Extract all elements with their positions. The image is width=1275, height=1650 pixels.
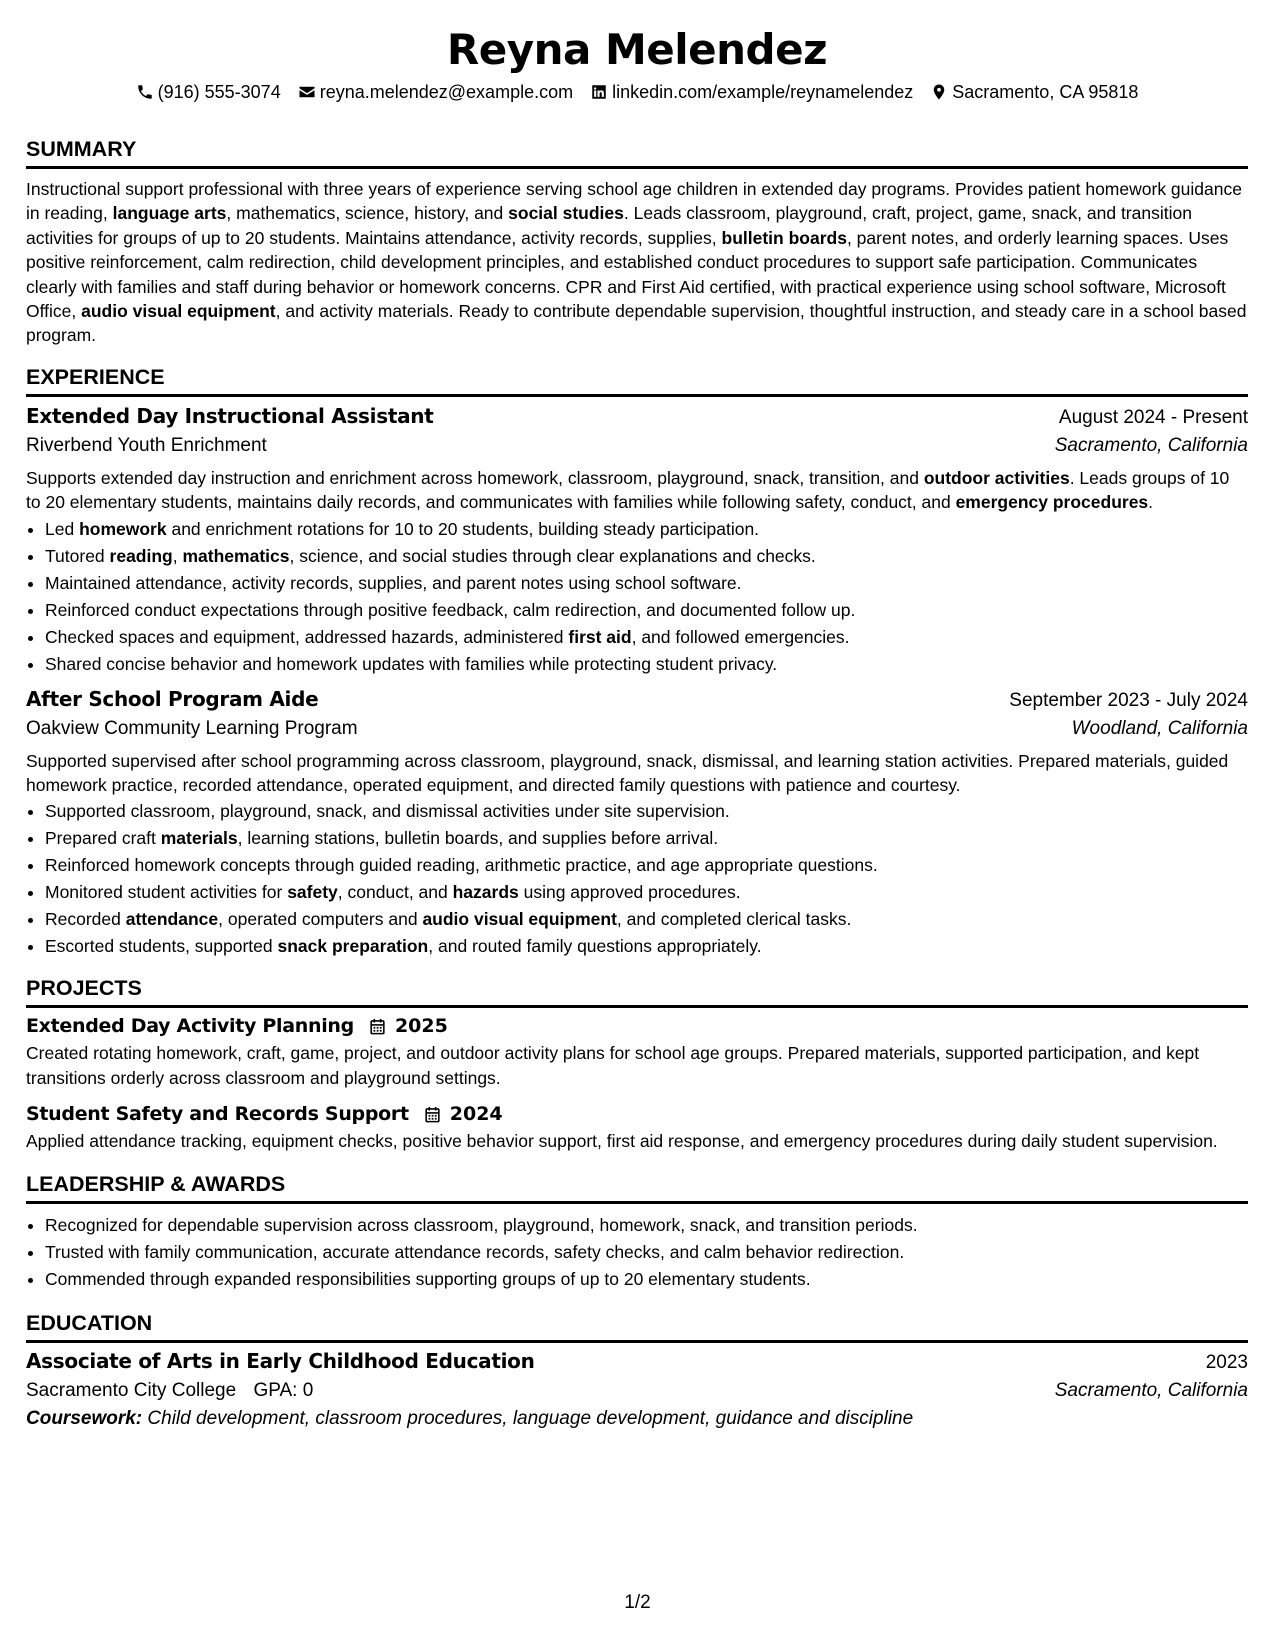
text-run: Supported classroom, playground, snack, and dismissal activities under site supervision. (45, 801, 730, 822)
job-title: After School Program Aide (26, 686, 319, 711)
list-item (45, 651, 1248, 678)
text-run: Reinforced homework concepts through guided reading, arithmetic practice, and age appropriate questions. (45, 855, 878, 876)
text-run: Checked spaces and equipment, addressed hazards, administered (45, 626, 569, 647)
project-description: Applied attendance tracking, equipment checks, positive behavior support, first aid response, and emergency procedures during daily student supervision. (26, 1131, 1218, 1152)
coursework (26, 1408, 1248, 1430)
coursework-text: Child development, classroom procedures, language development, guidance and discipline (147, 1407, 914, 1429)
text-run: Maintained attendance, activity records, supplies, and parent notes using school software. (45, 572, 742, 593)
degree-title: Associate of Arts in Early Childhood Education (26, 1348, 535, 1373)
list-item (45, 543, 1248, 570)
leadership-bullets (26, 1212, 1248, 1293)
text-run: using approved procedures. (518, 882, 741, 903)
text-run: Tutored (45, 545, 110, 566)
bold-text: audio visual equipment (81, 301, 276, 322)
text-run: , conduct, and (337, 882, 453, 903)
list-item (45, 825, 1248, 852)
contact-linkedin-text: linkedin.com/example/reynamelendez (612, 82, 914, 102)
list-item (45, 798, 1248, 825)
job-organization: Riverbend Youth Enrichment (26, 434, 267, 456)
page-number: 1/2 (624, 1592, 651, 1613)
text-run: , science, and social studies through clear explanations and checks. (289, 545, 816, 566)
bold-text: outdoor activities (923, 467, 1070, 488)
calendar-icon (423, 1105, 442, 1124)
job-bullets (26, 516, 1248, 678)
bold-text: bulletin boards (721, 227, 847, 248)
project-description: Created rotating homework, craft, game, project, and outdoor activity plans for school age groups. Prepared materials, supported participation, and kept transitions orderly across classroom and playground settings. (26, 1043, 1200, 1088)
list-item (45, 879, 1248, 906)
contact-email-text: reyna.melendez@example.com (319, 82, 574, 102)
job-bullets (26, 798, 1248, 960)
summary-section (26, 135, 1248, 348)
list-item (45, 597, 1248, 624)
list-item: • Recognized for dependable supervision across classroom, playground, homework, snack, and transition periods. (45, 1212, 1248, 1239)
bold-text: materials (160, 828, 238, 849)
bold-text: audio visual equipment (422, 909, 617, 930)
text-run: Recorded (45, 909, 126, 930)
bold-text: hazards (452, 882, 519, 903)
text-run: . Leads groups of 10 to 20 elementary students, maintains daily records, and communicates with families while following safety, conduct, and (26, 467, 1230, 513)
text-run: Escorted students, supported (45, 936, 278, 957)
text-run: , (172, 545, 183, 566)
list-item (45, 624, 1248, 651)
list-item (45, 516, 1248, 543)
bold-text: first aid (568, 626, 632, 647)
contact-bar (26, 80, 1248, 104)
school-name: Sacramento City College (26, 1379, 237, 1401)
project-year: 2024 (449, 1103, 503, 1126)
text-run: and enrichment rotations for 10 to 20 students, building steady participation. (166, 518, 760, 539)
text-run: , and completed clerical tasks. (616, 909, 852, 930)
education-section (26, 1309, 1248, 1430)
text-run: , and followed emergencies. (631, 626, 850, 647)
list-item (45, 906, 1248, 933)
bold-text: snack preparation (277, 936, 429, 957)
contact-linkedin[interactable] (590, 80, 913, 104)
projects-section (26, 974, 1248, 1153)
job-summary (26, 749, 1248, 798)
list-item (45, 933, 1248, 960)
bold-text: safety (287, 882, 338, 903)
contact-phone (136, 80, 281, 104)
contact-phone-text: (916) 555-3074 (157, 82, 281, 102)
bold-text: social studies (508, 203, 624, 224)
text-run: , learning stations, bulletin boards, and supplies before arrival. (237, 828, 719, 849)
list-item (45, 852, 1248, 879)
bold-text: reading (109, 545, 173, 566)
text-run: , mathematics, science, history, and (226, 203, 509, 224)
experience-section (26, 363, 1248, 961)
section-title-leadership: LEADERSHIP & AWARDS (26, 1170, 1248, 1204)
list-item: • Commended through expanded responsibilities supporting groups of up to 20 elementary students. (45, 1266, 1248, 1293)
bold-text: homework (79, 518, 167, 539)
school-location: Sacramento, California (1054, 1379, 1248, 1401)
bold-text: emergency procedures (955, 492, 1149, 513)
section-title-projects: PROJECTS (26, 974, 1248, 1008)
location-pin-icon (930, 83, 948, 101)
list-item (45, 570, 1248, 597)
text-run: Supports extended day instruction and enrichment across homework, classroom, playground, snack, transition, and (26, 467, 924, 488)
section-title-education: EDUCATION (26, 1309, 1248, 1343)
job-summary (26, 466, 1248, 515)
text-run: , operated computers and (218, 909, 423, 930)
text-run: Led (45, 518, 80, 539)
bold-text: attendance (125, 909, 219, 930)
text-run: Monitored student activities for (45, 882, 288, 903)
linkedin-icon (590, 83, 608, 101)
section-title-summary: SUMMARY (26, 135, 1248, 169)
envelope-icon (298, 83, 316, 101)
bold-text: language arts (112, 203, 227, 224)
job-entry (26, 404, 1248, 678)
leadership-section (26, 1170, 1248, 1293)
text-run: , and activity materials. Ready to contribute dependable supervision, thoughtful instruction, and steady care in a school based program. (26, 301, 1247, 346)
job-dates: September 2023 - July 2024 (1009, 689, 1248, 711)
project-name: Extended Day Activity Planning (26, 1015, 354, 1038)
text-run: . (1148, 492, 1154, 513)
text-run: Shared concise behavior and homework updates with families while protecting student privacy. (45, 653, 778, 674)
text-run: , parent notes, and orderly learning spaces. Uses positive reinforcement, calm redirection, child development principles, and established conduct procedures to support safe participation. Communicates clearly with families and staff during behavior or homework concerns. CPR and First Aid certified, with practical experience using school software, Microsoft Office, (26, 227, 1229, 322)
text-run: Prepared craft (45, 828, 161, 849)
list-item: • Trusted with family communication, accurate attendance records, safety checks, and calm behavior redirection. (45, 1239, 1248, 1266)
coursework-label: Coursework: (26, 1407, 143, 1429)
project-entry (26, 1015, 1248, 1090)
text-run: Reinforced conduct expectations through positive feedback, calm redirection, and documented follow up. (45, 599, 856, 620)
job-location: Sacramento, California (1054, 434, 1248, 456)
graduation-year: 2023 (1205, 1351, 1248, 1373)
candidate-name: Reyna Melendez (446, 25, 828, 74)
bold-text: mathematics (182, 545, 290, 566)
phone-icon (136, 83, 154, 101)
text-run: . Leads classroom, playground, craft, project, game, snack, and transition activities for groups of up to 20 students. Maintains attendance, activity records, supplies, (26, 203, 1192, 248)
text-run: Instructional support professional with three years of experience serving school age children in extended day programs. Provides patient homework guidance in reading, (26, 179, 1242, 224)
job-location: Woodland, California (1071, 717, 1248, 739)
job-organization: Oakview Community Learning Program (26, 717, 358, 739)
job-title: Extended Day Instructional Assistant (26, 403, 434, 428)
gpa: GPA: 0 (253, 1379, 314, 1401)
calendar-icon (368, 1017, 387, 1036)
job-entry (26, 687, 1248, 961)
project-entry (26, 1103, 1248, 1153)
summary-text (26, 177, 1248, 348)
project-name: Student Safety and Records Support (26, 1103, 409, 1126)
contact-location-text: Sacramento, CA 95818 (952, 82, 1139, 102)
project-year: 2025 (394, 1015, 448, 1038)
section-title-experience: EXPERIENCE (26, 363, 1248, 397)
contact-email[interactable] (298, 80, 573, 104)
resume-page (26, 0, 1248, 1650)
text-run: Supported supervised after school programming across classroom, playground, snack, dismissal, and learning station activities. Prepared materials, guided homework practice, recorded attendance, operated equipment, and directed family questions with patience and courtesy. (26, 750, 1229, 796)
text-run: , and routed family questions appropriately. (428, 936, 762, 957)
contact-location (930, 80, 1138, 104)
job-dates: August 2024 - Present (1058, 406, 1248, 428)
